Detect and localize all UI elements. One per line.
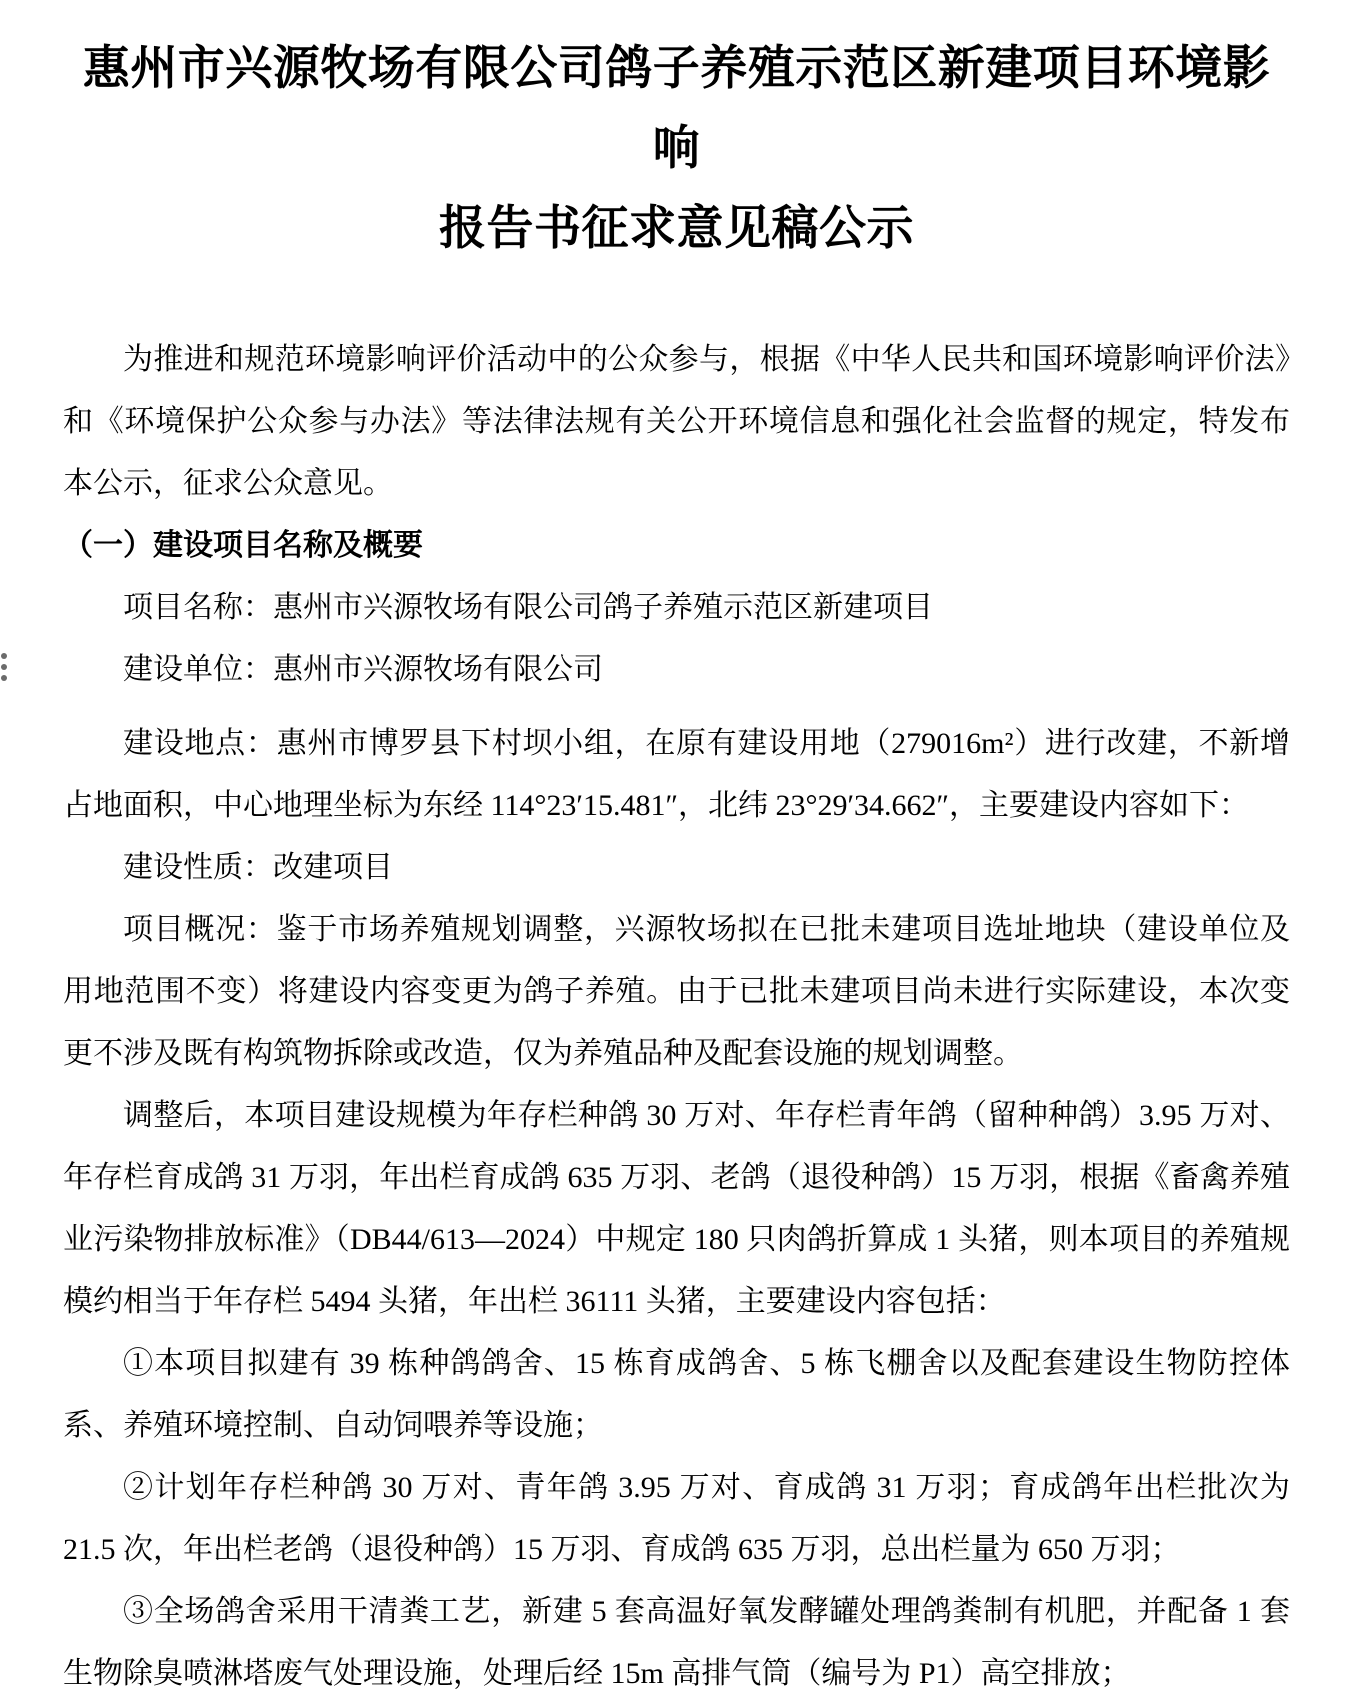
- construction-unit-line: 建设单位：惠州市兴源牧场有限公司: [123, 653, 603, 686]
- content-item-3: ③全场鸽舍采用干清粪工艺，新建 5 套高温好氧发酵罐处理鸽粪制有机肥，并配备 1 套生物除臭喷淋塔废气处理设施，处理后经 15m 高排气筒（编号为 P1）高空排放；: [63, 1595, 1290, 1690]
- intro-paragraph: 为推进和规范环境影响评价活动中的公众参与，根据《中华人民共和国环境影响评价法》和《环境保护公众参与办法》等法律法规有关公开环境信息和强化社会监督的规定，特发布本公示，征求公众意见。: [63, 343, 1290, 500]
- project-name-line: 项目名称：惠州市兴源牧场有限公司鸽子养殖示范区新建项目: [123, 591, 933, 624]
- document-body: [63, 329, 1290, 1705]
- content-item-1: ①本项目拟建有 39 栋种鸽鸽舍、15 栋育成鸽舍、5 栋飞棚舍以及配套建设生物防控体系、养殖环境控制、自动饲喂养等设施；: [63, 1347, 1290, 1442]
- document-title-line-1: 惠州市兴源牧场有限公司鸽子养殖示范区新建项目环境影响: [82, 41, 1271, 174]
- document-title: [63, 28, 1290, 268]
- adjusted-scale-paragraph: 调整后，本项目建设规模为年存栏种鸽 30 万对、年存栏青年鸽（留种种鸽）3.95 万对、年存栏育成鸽 31 万羽，年出栏育成鸽 635 万羽、老鸽（退役种鸽）15 万羽，根据《畜禽养殖业污染物排放标准》（DB44/613—2024）中规定 180 只肉鸽折算成 1 头猪，则本项目的养殖规模约相当于年存栏 5494 头猪，年出栏 36111 头猪，主要建设内容包括：: [63, 1099, 1290, 1318]
- document-title-line-2: 报告书征求意见稿公示: [439, 201, 914, 254]
- section-1-heading: （一）建设项目名称及概要: [63, 529, 423, 562]
- project-overview-paragraph: 项目概况：鉴于市场养殖规划调整，兴源牧场拟在已批未建项目选址地块（建设单位及用地范围不变）将建设内容变更为鸽子养殖。由于已批未建项目尚未进行实际建设，本次变更不涉及既有构筑物拆除或改造，仅为养殖品种及配套设施的规划调整。: [63, 913, 1290, 1070]
- content-item-2: ②计划年存栏种鸽 30 万对、青年鸽 3.95 万对、育成鸽 31 万羽；育成鸽年出栏批次为 21.5 次，年出栏老鸽（退役种鸽）15 万羽、育成鸽 635 万羽，总出栏量为 650 万羽；: [63, 1471, 1290, 1566]
- vertical-dots-handle-icon[interactable]: [1, 653, 7, 681]
- handle-dot: [1, 675, 7, 681]
- handle-dot: [1, 664, 7, 670]
- handle-dot: [1, 653, 7, 659]
- construction-location-paragraph: 建设地点：惠州市博罗县下村坝小组，在原有建设用地（279016m²）进行改建，不新增占地面积，中心地理坐标为东经 114°23′15.481″，北纬 23°29′34.662″，主要建设内容如下：: [63, 727, 1290, 822]
- construction-nature-line: 建设性质：改建项目: [123, 851, 393, 884]
